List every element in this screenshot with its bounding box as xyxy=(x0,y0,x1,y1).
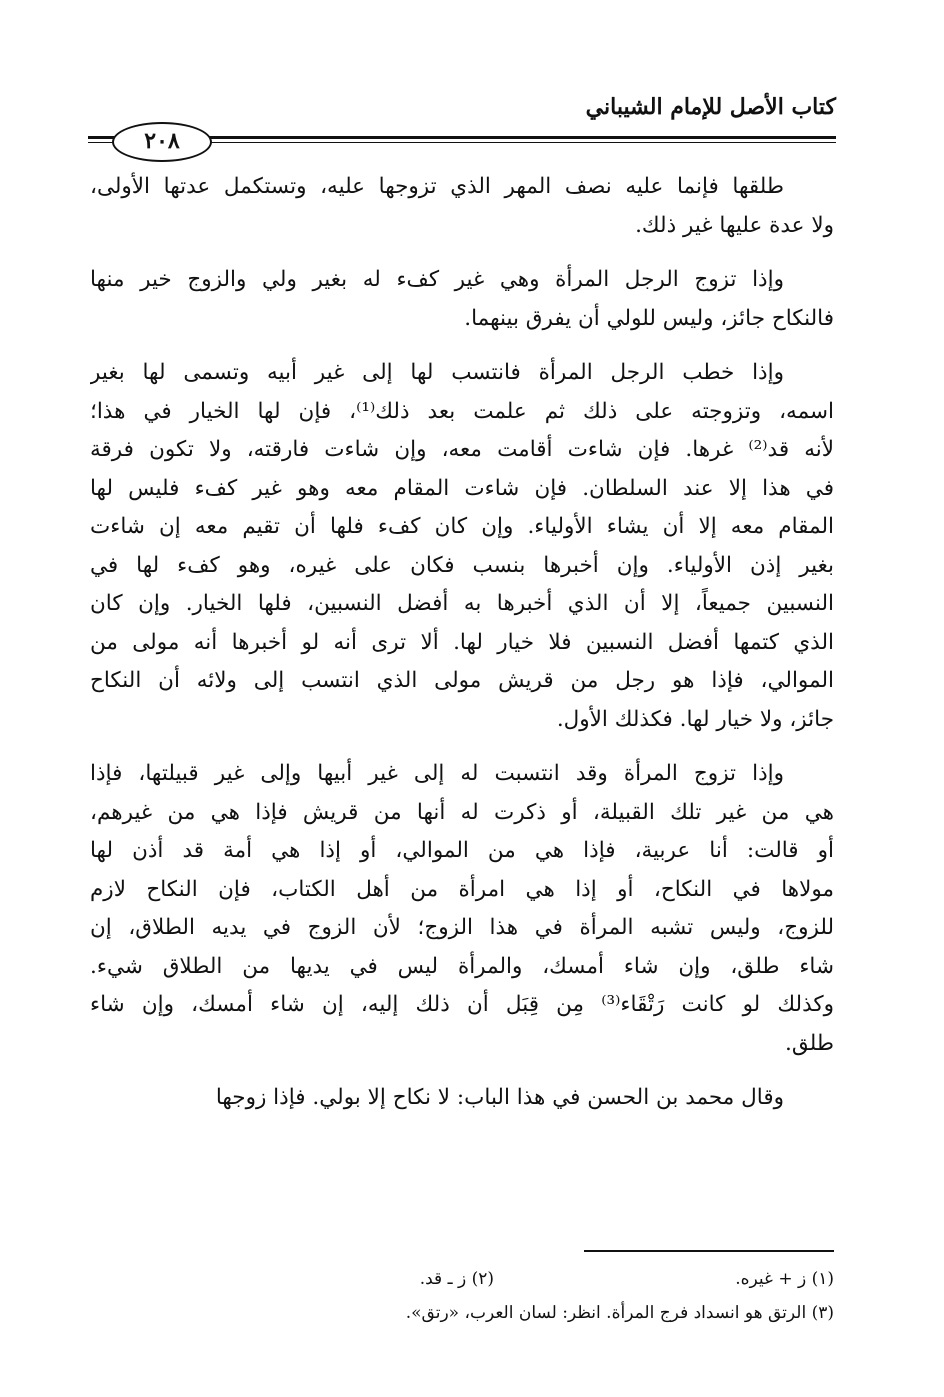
text-line: لأنه قد⁽²⁾ غرها. فإن شاءت أقامت معه، وإن شاءت فارقته، ولا تكون فرقة xyxy=(90,437,834,462)
text-line: بغير إذن الأولياء. وإن أخبرها بنسب فكان على غيره، وهو كفء لها في xyxy=(90,552,834,578)
footnote-row xyxy=(90,1296,834,1330)
footnote-3: (٣) الرتق هو انسداد فرج المرأة. انظر: لسان العرب، «رتق». xyxy=(405,1303,834,1323)
text-line: هي من غير تلك القبيلة، أو ذكرت له أنها من قريش فإذا هي من غيرهم، xyxy=(90,799,834,825)
text-line: وإذا تزوج المرأة وقد انتسبت له إلى غير أبيها وإلى غير قبيلتها، فإذا xyxy=(90,761,784,786)
footnote-row xyxy=(90,1262,834,1296)
paragraph xyxy=(90,354,834,739)
text-line: وإذا تزوج الرجل المرأة وهي غير كفء له بغير ولي والزوج خير منها xyxy=(90,267,784,292)
text-line: الموالي، فإذا هو رجل من قريش مولى الذي انتسب إلى ولائه أن النكاح xyxy=(90,668,834,693)
paragraph xyxy=(90,1079,834,1118)
text-line: ولا عدة عليها غير ذلك. xyxy=(635,212,834,238)
text-line: أو قالت: أنا عربية، فإذا هي من الموالي، أو إذا هي أمة قد أذن لها xyxy=(90,838,834,863)
text-line: في هذا إلا عند السلطان. فإن شاءت المقام معه وهو غير كفء فليس لها xyxy=(90,475,834,501)
paragraph xyxy=(90,755,834,1063)
text-line: شاء طلق، وإن شاء أمسك، والمرأة ليس في يديها من الطلاق شيء. xyxy=(90,953,834,979)
text-line: النسبين جميعاً، إلا أن الذي أخبرها به أفضل النسبين، فلها الخيار. وإن كان xyxy=(90,591,834,616)
text-line: طلق. xyxy=(785,1030,834,1056)
text-line: اسمه، وتزوجته على ذلك ثم علمت بعد ذلك⁽¹⁾، فإن لها الخيار في هذا؛ xyxy=(90,398,834,424)
text-line: للزوج، وليس تشبه المرأة في هذا الزوج؛ لأن الزوج في يديه الطلاق، إن xyxy=(90,915,834,940)
text-line: طلقها فإنما عليه نصف المهر الذي تزوجها عليه، وتستكمل عدتها الأولى، xyxy=(90,174,784,199)
text-line: وإذا خطب الرجل المرأة فانتسب لها إلى غير أبيه وتسمى لها بغير xyxy=(90,360,784,385)
footnotes xyxy=(90,1262,834,1330)
text-line: الذي كتمها أفضل النسبين فلا خيار لها. ألا ترى أنه لو أخبرها أنه مولى من xyxy=(90,629,834,655)
text-line: وقال محمد بن الحسن في هذا الباب: لا نكاح إلا بولي. فإذا زوجها xyxy=(215,1085,784,1110)
text-line: مولاها في النكاح، أو إذا هي امرأة من أهل الكتاب، فإن النكاح لازم xyxy=(90,876,834,902)
paragraph xyxy=(90,168,834,245)
footnote-1: (١) ز + غيره. xyxy=(735,1269,834,1289)
text-line: جائز، ولا خيار لها. فكذلك الأول. xyxy=(556,706,834,732)
footnote-separator xyxy=(584,1250,834,1252)
page-number: ٢٠٨ xyxy=(112,122,212,162)
text-line: وكذلك لو كانت رَتْقَاء⁽³⁾ مِن قِبَل أن ذلك إليه، إن شاء أمسك، وإن شاء xyxy=(90,992,834,1017)
paragraph xyxy=(90,261,834,338)
running-title: كتاب الأصل للإمام الشيباني xyxy=(585,94,836,120)
text-line: المقام معه إلا أن يشاء الأولياء. وإن كان كفء فلها أن تقيم معه إن شاءت xyxy=(90,514,834,539)
main-text xyxy=(90,168,834,1134)
text-line: فالنكاح جائز، وليس للولي أن يفرق بينهما. xyxy=(464,305,834,331)
footnote-2: (٢) ز ـ قد. xyxy=(419,1269,494,1289)
page-header xyxy=(88,88,836,158)
